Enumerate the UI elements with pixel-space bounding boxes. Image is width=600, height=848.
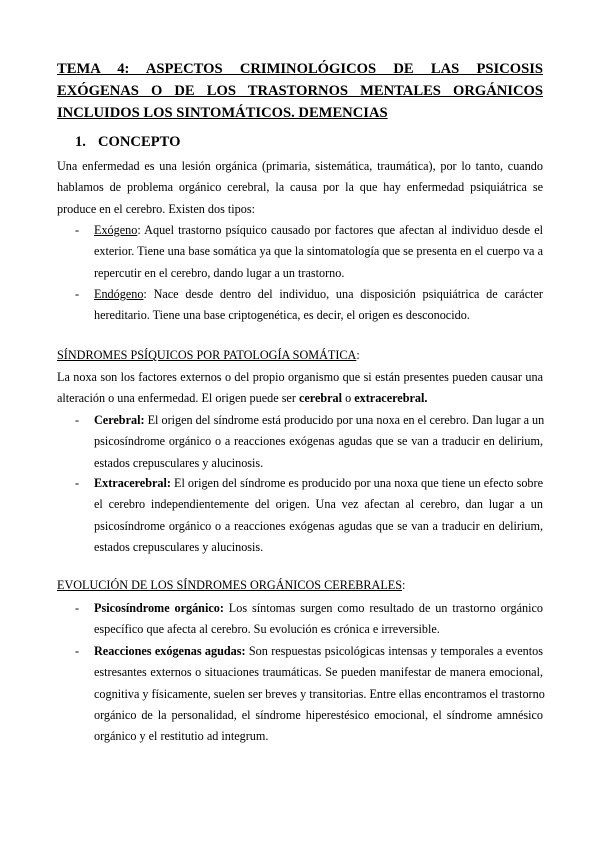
list-text: repercutir en el cerebro, dando lugar a un trastorno. <box>94 265 345 280</box>
paragraph-line: produce en el cerebro. Existen dos tipos: <box>57 201 255 216</box>
term-psicosindrome: Psicosíndrome orgánico: <box>94 601 224 615</box>
paragraph-text: . <box>424 391 428 406</box>
bold-term: extracerebral <box>354 391 425 406</box>
section-title: SÍNDROMES PSÍQUICOS POR PATOLOGÍA SOMÁTICA <box>57 348 357 362</box>
list-text: El origen del síndrome es producido por una noxa que tiene un efecto sobre <box>170 476 543 490</box>
list-text: estresantes externos o situaciones traumáticas. Se pueden manifestar de manera emocional, <box>94 665 543 680</box>
list-text: estados crepusculares y alucinosis. <box>94 539 264 554</box>
term-cerebral: Cerebral: <box>94 413 145 427</box>
list-text: específico que afecta al cerebro. Su evolución es crónica e irreversible. <box>94 622 440 637</box>
list-text: orgánico de la personalidad, el síndrome hiperestésico emocional, el síndrome amnésico <box>94 707 543 722</box>
paragraph-line: La noxa son los factores externos o del propio organismo que si están presentes pueden causar una <box>57 370 543 384</box>
paragraph-line: Una enfermedad es una lesión orgánica (primaria, sistemática, traumática), por lo tanto, cuando <box>57 159 543 173</box>
list-item-endogeno <box>57 284 543 327</box>
list-text: orgánico y el restitutio ad integrum. <box>94 729 269 744</box>
list-text: El origen del síndrome está producido por una noxa en el cerebro. Dan lugar a un <box>144 413 545 427</box>
section-colon: : <box>356 348 360 362</box>
noxa-paragraph <box>57 367 543 410</box>
list-text: cognitiva y físicamente, suelen ser breves y transitorias. Entre ellas encontramos el trastorno <box>94 686 545 701</box>
section-colon: : <box>402 578 406 592</box>
list-dash: - <box>75 644 80 658</box>
list-dash: - <box>75 601 80 615</box>
title-line-3: INCLUIDOS LOS SINTOMÁTICOS. DEMENCIAS <box>57 105 388 121</box>
list-text: Los síntomas surgen como resultado de un trastorno orgánico <box>223 601 543 615</box>
paragraph-text: alteración o una enfermedad. El origen puede ser <box>57 391 299 406</box>
section-heading-evolucion <box>57 576 405 594</box>
section-heading-concepto <box>75 134 180 151</box>
paragraph-text: o <box>342 391 355 406</box>
title-line-2: EXÓGENAS O DE LOS TRASTORNOS MENTALES ORGÁNICOS <box>57 83 543 99</box>
term-exogeno: Exógeno <box>94 223 138 237</box>
list-dash: - <box>75 287 80 301</box>
paragraph-line: hablamos de problema orgánico cerebral, la causa por la que hay enfermedad psiquiátrica se <box>57 180 543 195</box>
list-dash: - <box>75 413 80 427</box>
section-title: EVOLUCIÓN DE LOS SÍNDROMES ORGÁNICOS CEREBRALES <box>57 578 402 592</box>
list-item-exogeno <box>57 220 543 284</box>
heading-number: 1. <box>75 134 86 150</box>
list-item-extracerebral <box>57 473 543 559</box>
page-title <box>57 58 543 124</box>
list-dash: - <box>75 476 80 490</box>
list-item-reacciones <box>57 641 543 748</box>
list-text: Son respuestas psicológicas intensas y temporales a eventos <box>245 644 543 658</box>
bold-term: cerebral <box>298 391 343 406</box>
title-line-1: TEMA 4: ASPECTOS CRIMINOLÓGICOS DE LAS PSICOSIS <box>57 61 543 77</box>
heading-label: CONCEPTO <box>98 134 181 150</box>
list-text: : Aquel trastorno psíquico causado por factores que afectan al individuo desde el <box>137 223 543 237</box>
list-text: psicosíndrome orgánico o a reacciones exógenas agudas que se van a traducir en delirium, <box>94 434 543 449</box>
intro-paragraph <box>57 156 543 220</box>
list-item-psicosindrome <box>57 598 543 641</box>
list-text: hereditario. Tiene una base criptogenética, es decir, el origen es desconocido. <box>94 308 470 323</box>
list-item-cerebral <box>57 410 543 474</box>
list-text: : Nace desde dentro del individuo, una disposición psiquiátrica de carácter <box>143 287 543 301</box>
list-text: el cerebro independientemente del origen. Una vez afectan al cerebro, dan lugar a un <box>94 497 543 512</box>
list-text: estados crepusculares y alucinosis. <box>94 455 264 470</box>
section-heading-sindromes <box>57 346 360 364</box>
list-dash: - <box>75 223 80 237</box>
list-text: exterior. Tiene una base somática ya que la sintomatología que se presenta en el cuerpo va a <box>94 244 543 259</box>
list-text: psicosíndrome orgánico o a reacciones exógenas agudas que se van a traducir en delirium, <box>94 518 543 533</box>
term-reacciones: Reacciones exógenas agudas: <box>94 644 246 658</box>
term-endogeno: Endógeno <box>94 287 144 301</box>
term-extracerebral: Extracerebral: <box>94 476 171 490</box>
